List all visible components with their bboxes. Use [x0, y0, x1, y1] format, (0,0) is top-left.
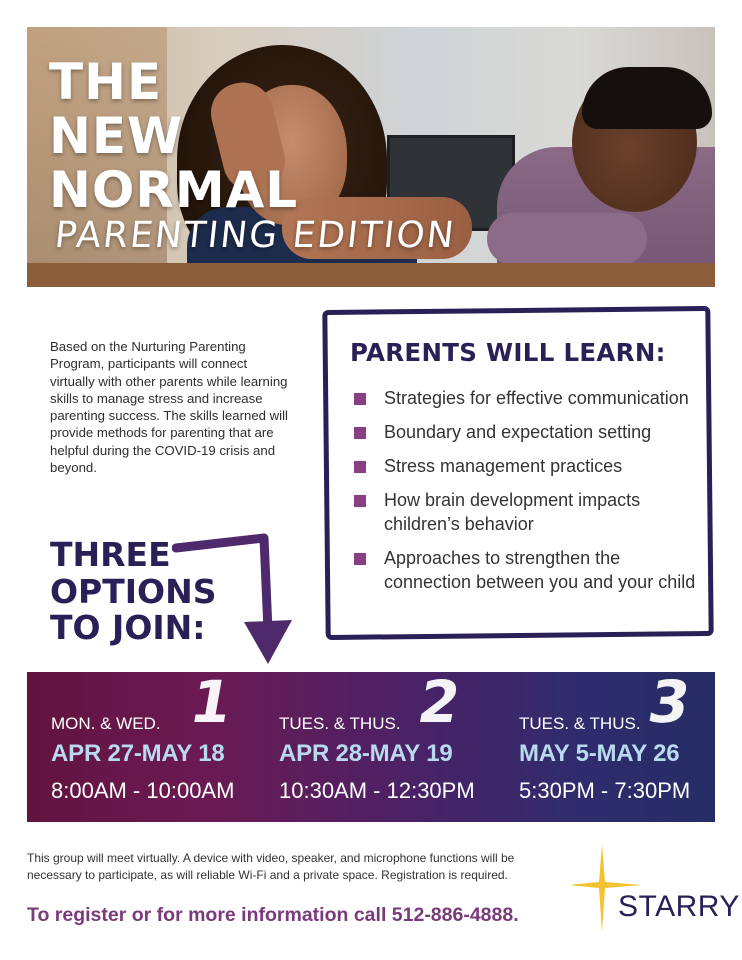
phone-number[interactable]: 512-886-4888 — [391, 904, 514, 926]
option-time: 8:00AM - 10:00AM — [51, 778, 235, 803]
photo-table — [27, 263, 715, 287]
schedule-option-1 — [51, 668, 271, 822]
option-days: MON. & WED. — [51, 714, 161, 733]
register-text: To register or for more information call — [27, 904, 392, 926]
learn-list-item: How brain development impacts children’s behavior — [354, 488, 699, 536]
options-title-line: TO JOIN: — [50, 608, 206, 647]
learn-list-item: Boundary and expectation setting — [354, 420, 699, 444]
option-dates: APR 27-MAY 18 — [51, 740, 225, 767]
schedule-band — [27, 668, 715, 822]
option-number: 2 — [413, 668, 466, 736]
starry-logo-text: STARRY — [618, 890, 740, 923]
learn-list-item: Stress management practices — [354, 454, 699, 478]
option-time: 10:30AM - 12:30PM — [279, 778, 475, 803]
option-number: 1 — [185, 668, 238, 736]
option-days: TUES. & THUS. — [519, 714, 641, 733]
down-arrow-icon — [172, 530, 302, 670]
hero-title — [49, 55, 298, 217]
photo-man-arm — [487, 213, 647, 265]
schedule-option-2 — [279, 668, 509, 822]
hero-subtitle: PARENTING EDITION — [52, 215, 458, 256]
photo-man-hair — [582, 67, 712, 129]
intro-paragraph: Based on the Nurturing Parenting Program, participants will connect virtually with other parents while learning skills to manage stress and increase parenting success. The skills learned will provide methods for parenting that are helpful during the COVID-19 crisis and beyond. — [50, 339, 288, 476]
options-title-line: THREE — [50, 535, 171, 574]
register-line — [27, 904, 519, 927]
option-dates: MAY 5-MAY 26 — [519, 740, 680, 767]
hero-title-line: NORMAL — [49, 161, 299, 219]
option-days: TUES. & THUS. — [279, 714, 401, 733]
hero-banner — [27, 27, 715, 287]
options-title-line: OPTIONS — [50, 571, 217, 611]
learn-title: PARENTS WILL LEARN: — [350, 338, 666, 367]
schedule-option-3 — [519, 668, 709, 822]
register-suffix: . — [513, 904, 519, 926]
learn-list — [354, 386, 699, 604]
option-time: 5:30PM - 7:30PM — [519, 778, 691, 803]
hero-title-line: NEW — [49, 107, 184, 165]
learn-list-item: Approaches to strengthen the connection between you and your child — [354, 546, 699, 594]
option-number: 3 — [643, 668, 696, 736]
hero-title-line: THE — [49, 53, 163, 111]
virtual-notice: This group will meet virtually. A device with video, speaker, and microphone functions will be necessary to participate, as will reliable Wi-Fi and a private space. Registration is required. — [27, 851, 515, 882]
learn-list-item: Strategies for effective communication — [354, 386, 699, 410]
option-dates: APR 28-MAY 19 — [279, 740, 453, 767]
